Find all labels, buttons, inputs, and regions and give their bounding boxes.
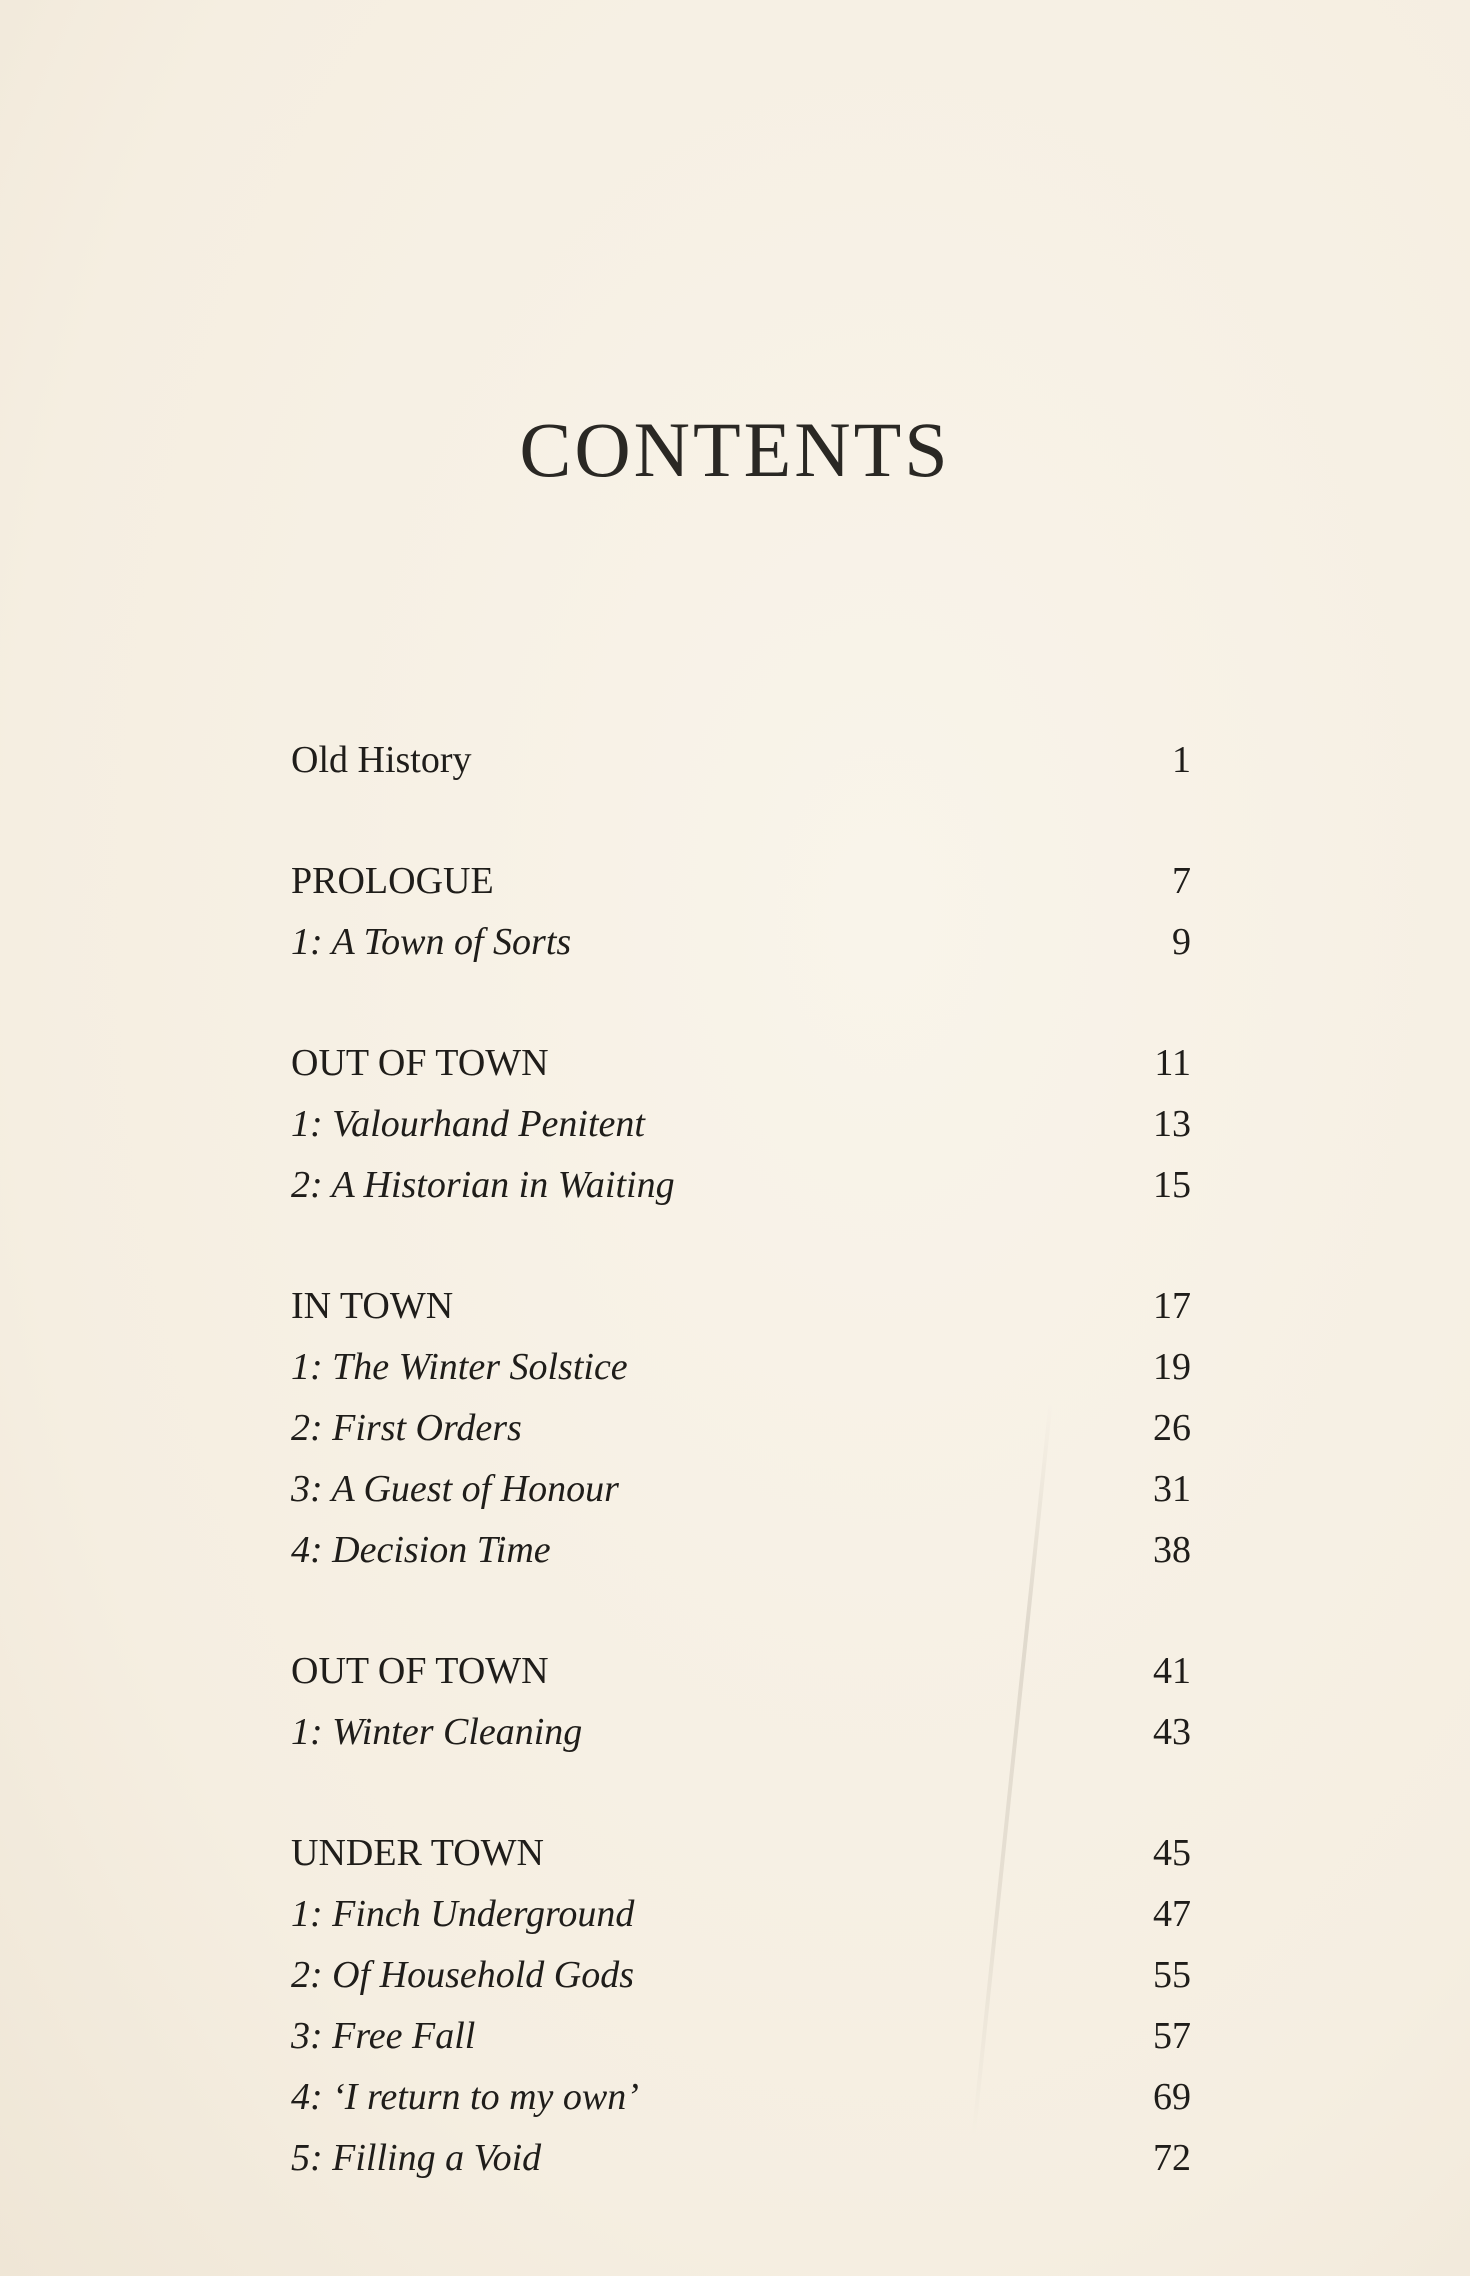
toc-entry-label: 4: ‘I return to my own’ [291,2076,639,2118]
toc-entry-label: OUT OF TOWN [291,1042,549,1084]
toc-entry-label: 2: First Orders [291,1407,522,1449]
toc-section-entry [291,1284,1191,1345]
toc-entry-label: 4: Decision Time [291,1529,551,1571]
toc-chapter-entry [291,1710,1191,1771]
group-spacer [291,1224,1191,1284]
toc-chapter-entry [291,2136,1191,2197]
toc-chapter-entry [291,1467,1191,1528]
toc-entry-label: 1: A Town of Sorts [291,921,572,963]
toc-entry-label: Old History [291,739,472,781]
toc-chapter-entry [291,1892,1191,1953]
toc-page-number: 55 [1153,1954,1191,1996]
toc-page-number: 43 [1153,1711,1191,1753]
toc-chapter-entry [291,1163,1191,1224]
toc-page-number: 15 [1153,1164,1191,1206]
toc-chapter-entry [291,1102,1191,1163]
toc-page-number: 17 [1153,1285,1191,1327]
toc-entry-label: 1: Finch Underground [291,1893,635,1935]
toc-group [291,738,1191,799]
toc-entry-label: 2: Of Household Gods [291,1954,635,1996]
toc-page-number: 45 [1153,1832,1191,1874]
toc-group [291,1649,1191,1771]
toc-page-number: 41 [1153,1650,1191,1692]
toc-page-number: 7 [1172,860,1191,902]
group-spacer [291,1771,1191,1831]
toc-entry-label: 2: A Historian in Waiting [291,1164,675,1206]
group-spacer [291,1589,1191,1649]
page-title: CONTENTS [519,406,951,493]
toc-page-number: 1 [1172,739,1191,781]
toc-page-number: 57 [1153,2015,1191,2057]
toc-chapter-entry [291,1528,1191,1589]
toc-entry-label: 3: A Guest of Honour [291,1468,619,1510]
toc-chapter-entry [291,2075,1191,2136]
toc-entry-label: 3: Free Fall [291,2015,476,2057]
toc-entry-label: 5: Filling a Void [291,2137,542,2179]
toc-page-number: 72 [1153,2137,1191,2179]
toc-entry-label: 1: Winter Cleaning [291,1711,583,1753]
group-spacer [291,981,1191,1041]
toc-entry-label: 1: Valourhand Penitent [291,1103,645,1145]
table-of-contents [291,738,1191,2197]
toc-section-entry [291,1649,1191,1710]
toc-page-number: 69 [1153,2076,1191,2118]
toc-page-number: 26 [1153,1407,1191,1449]
toc-chapter-entry [291,2014,1191,2075]
toc-entry-label: 1: The Winter Solstice [291,1346,628,1388]
toc-group [291,1041,1191,1224]
toc-group [291,1831,1191,2197]
toc-page-number: 13 [1153,1103,1191,1145]
toc-page-number: 19 [1153,1346,1191,1388]
toc-chapter-entry [291,1406,1191,1467]
toc-section-entry [291,738,1191,799]
toc-group [291,1284,1191,1589]
toc-group [291,859,1191,981]
toc-page-number: 11 [1154,1042,1191,1084]
toc-chapter-entry [291,1953,1191,2014]
toc-page-number: 38 [1153,1529,1191,1571]
toc-page-number: 47 [1153,1893,1191,1935]
toc-chapter-entry [291,920,1191,981]
toc-entry-label: UNDER TOWN [291,1832,544,1874]
toc-entry-label: PROLOGUE [291,860,494,902]
toc-section-entry [291,1041,1191,1102]
toc-page-number: 31 [1153,1468,1191,1510]
toc-entry-label: IN TOWN [291,1285,454,1327]
toc-entry-label: OUT OF TOWN [291,1650,549,1692]
toc-page-number: 9 [1172,921,1191,963]
group-spacer [291,799,1191,859]
toc-section-entry [291,859,1191,920]
toc-chapter-entry [291,1345,1191,1406]
toc-section-entry [291,1831,1191,1892]
